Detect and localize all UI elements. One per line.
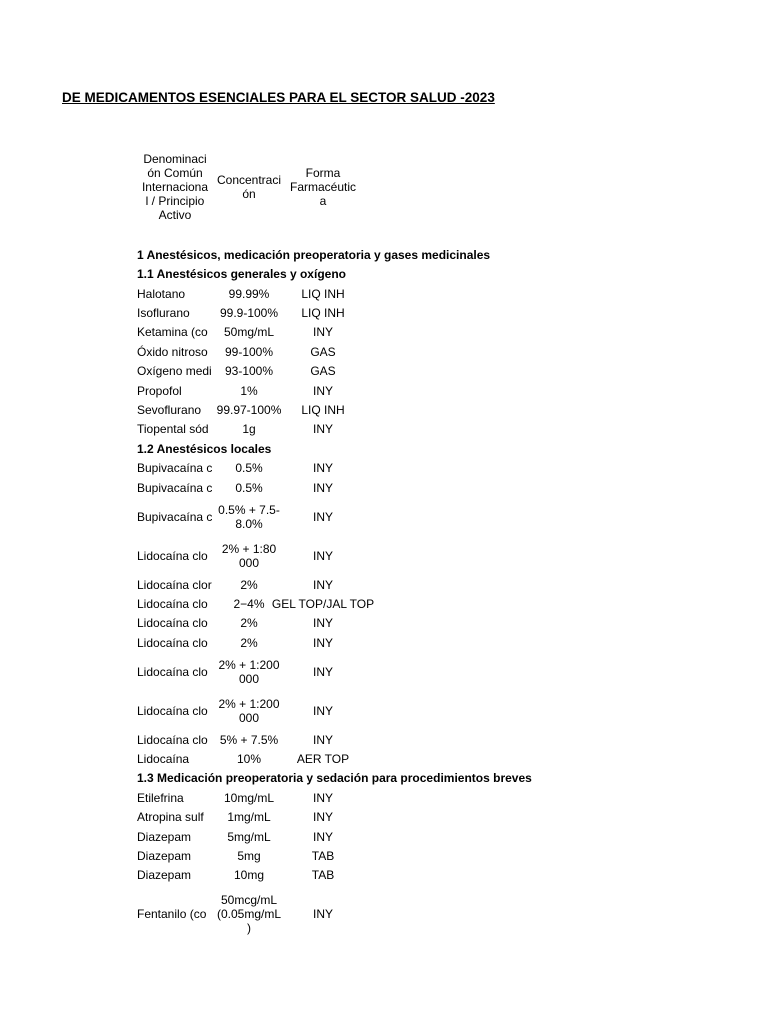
drug-concentration: 5% + 7.5%	[219, 733, 279, 747]
drug-form: INY	[312, 791, 333, 805]
drug-concentration: 0.5% + 7.5- 8.0%	[218, 503, 280, 531]
column-header-forma: Forma Farmacéutic a	[289, 166, 357, 208]
drug-concentration: 2%	[240, 578, 258, 592]
drug-name: Lidocaína clor	[137, 578, 212, 592]
drug-concentration: 10%	[236, 752, 262, 766]
drug-name: Atropina sulf	[137, 810, 204, 824]
drug-name: Bupivacaína c	[137, 481, 212, 495]
drug-name: Etilefrina	[137, 791, 184, 805]
drug-form: TAB	[311, 849, 335, 863]
drug-form: INY	[312, 704, 333, 718]
drug-form: INY	[312, 549, 333, 563]
drug-concentration: 1mg/mL	[227, 810, 271, 824]
drug-concentration: 93-100%	[224, 364, 274, 378]
drug-name: Bupivacaína c	[137, 461, 212, 475]
section-heading-1-2: 1.2 Anestésicos locales	[137, 442, 272, 456]
drug-name: Fentanilo (co	[137, 907, 207, 921]
drug-concentration: 2% + 1:200 000	[218, 658, 280, 686]
drug-name: Lidocaína clo	[137, 665, 208, 679]
drug-form: GAS	[310, 345, 336, 359]
drug-name: Diazepam	[137, 830, 192, 844]
drug-name: Óxido nitroso	[137, 345, 208, 359]
drug-form: INY	[312, 578, 333, 592]
document-title: DE MEDICAMENTOS ESENCIALES PARA EL SECTOR SALUD -2023	[62, 90, 495, 105]
drug-concentration: 2% + 1:200 000	[218, 697, 280, 725]
drug-name: Isoflurano	[137, 306, 190, 320]
column-header-concentracion: Concentraci ón	[216, 173, 282, 201]
drug-form: INY	[312, 665, 333, 679]
drug-concentration: 2%	[240, 616, 258, 630]
drug-name: Diazepam	[137, 849, 192, 863]
drug-name: Lidocaína clo	[137, 597, 208, 611]
drug-concentration: 5mg/mL	[227, 830, 271, 844]
drug-form: INY	[312, 830, 333, 844]
drug-concentration: 2%	[240, 636, 258, 650]
drug-name: Propofol	[137, 384, 182, 398]
drug-form: GEL TOP/JAL TOP	[271, 597, 375, 611]
drug-concentration: 5mg	[237, 849, 261, 863]
drug-form: INY	[312, 384, 333, 398]
drug-concentration: 99.99%	[228, 287, 270, 301]
drug-form: INY	[312, 422, 333, 436]
drug-name: Lidocaína clo	[137, 616, 208, 630]
drug-form: LIQ INH	[301, 306, 345, 320]
drug-concentration: 99.97-100%	[216, 403, 282, 417]
drug-name: Lidocaína clo	[137, 733, 208, 747]
drug-concentration: 50mg/mL	[223, 325, 275, 339]
section-heading-1: 1 Anestésicos, medicación preoperatoria y gases medicinales	[137, 248, 491, 262]
drug-form: INY	[312, 810, 333, 824]
drug-name: Ketamina (co	[137, 325, 208, 339]
section-heading-1-1: 1.1 Anestésicos generales y oxígeno	[137, 267, 346, 281]
drug-concentration: 99-100%	[224, 345, 274, 359]
drug-form: LIQ INH	[301, 287, 345, 301]
drug-name: Lidocaína clo	[137, 636, 208, 650]
drug-form: INY	[312, 461, 333, 475]
section-heading-1-3: 1.3 Medicación preoperatoria y sedación para procedimientos breves	[137, 771, 532, 785]
drug-name: Bupivacaína c	[137, 510, 212, 524]
drug-name: Diazepam	[137, 868, 192, 882]
drug-form: INY	[312, 907, 333, 921]
drug-name: Halotano	[137, 287, 186, 301]
drug-form: LIQ INH	[301, 403, 345, 417]
drug-form: INY	[312, 325, 333, 339]
drug-form: GAS	[310, 364, 336, 378]
drug-concentration: 10mg/mL	[223, 791, 275, 805]
drug-form: INY	[312, 616, 333, 630]
drug-concentration: 2% + 1:80 000	[221, 542, 277, 570]
drug-concentration: 99.9-100%	[219, 306, 279, 320]
drug-concentration: 1g	[242, 422, 256, 436]
drug-concentration: 2−4%	[233, 597, 265, 611]
drug-concentration: 10mg	[233, 868, 265, 882]
drug-name: Lidocaína clo	[137, 549, 208, 563]
drug-concentration: 0.5%	[235, 461, 263, 475]
column-header-dci: Denominaci ón Común Internaciona l / Principio Activo	[141, 152, 209, 222]
drug-name: Sevoflurano	[137, 403, 202, 417]
drug-concentration: 0.5%	[235, 481, 263, 495]
drug-concentration: 1%	[240, 384, 258, 398]
drug-name: Lidocaína clo	[137, 704, 208, 718]
drug-form: INY	[312, 481, 333, 495]
drug-form: INY	[312, 733, 333, 747]
drug-name: Oxígeno medi	[137, 364, 212, 378]
drug-name: Tiopental sód	[137, 422, 209, 436]
drug-form: INY	[312, 636, 333, 650]
drug-name: Lidocaína	[137, 752, 190, 766]
drug-form: INY	[312, 510, 333, 524]
drug-form: TAB	[311, 868, 335, 882]
drug-form: AER TOP	[296, 752, 350, 766]
drug-concentration: 50mcg/mL (0.05mg/mL )	[216, 893, 282, 935]
